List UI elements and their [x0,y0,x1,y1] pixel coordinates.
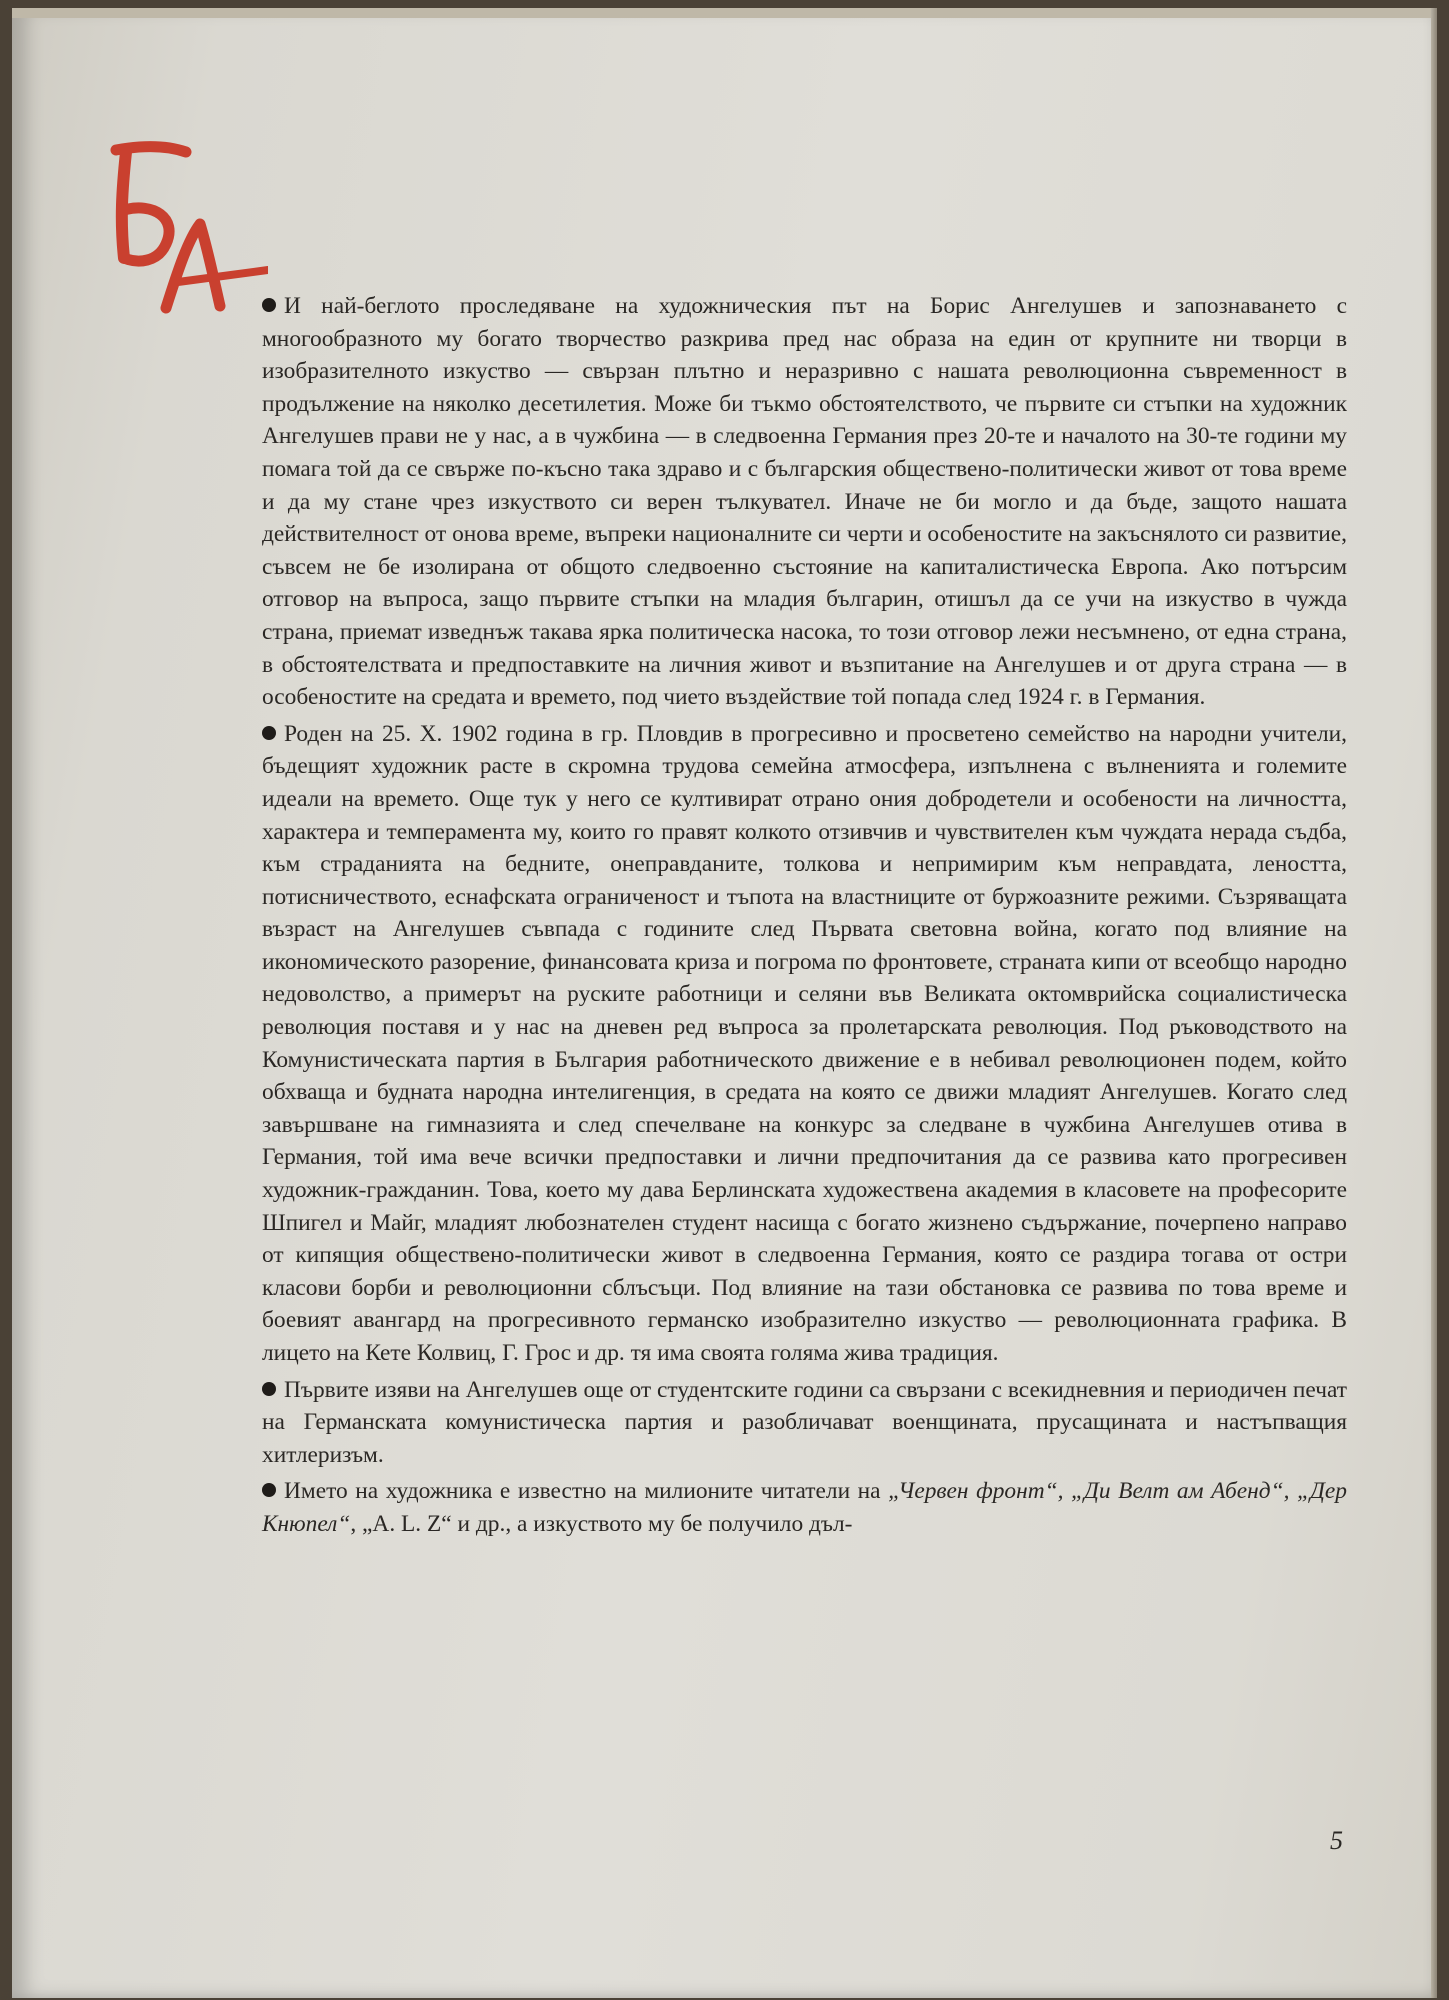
paragraph-1 [262,290,1347,714]
paragraph-text: Името на художника е известно на милионите читатели на [284,1478,889,1505]
book-page [12,8,1437,1998]
page-number: 5 [1330,1826,1343,1855]
paragraph-3 [262,1374,1347,1472]
paragraph-text: И най-беглото проследяване на художническия път на Борис Ангелушев и запознаването с многообразното му богато творчество разкрива пред нас образа на един от крупните ни творци в изобразителното изкуство — свързан плътно и неразривно с нашата революционна съвременност в продължение на няколко десетилетия. Може би тъкмо обстоятелството, че първите си стъпки на художник Ангелушев прави не у нас, а в чужбина — в следвоенна Германия през 20-те и началото на 30-те години му помага той да се свърже по-късно така здраво и с българския обществено-политически живот от това време и да му стане чрез изкуството си верен тълкувател. Иначе не би могло и да бъде, защото нашата действителност от онова време, въпреки националните си черти и особеностите на закъснялото си развитие, съвсем не бе изолирана от общото следвоенно състояние на капиталистическа Европа. Ако потърсим отговор на въпроса, защо първите стъпки на младия българин, отишъл да се учи на изкуство в чужда страна, приемат изведнъж такава ярка политическа насока, то този отговор лежи несъмнено, от една страна, в обстоятелствата и предпоставките на личния живот и възпитание на Ангелушев и от друга страна — в особеностите на средата и времето, под чието въздействие той попада след 1924 г. в Германия. [262,293,1347,711]
ba-monogram-icon [108,140,268,320]
paragraph-text: Първите изяви на Ангелушев още от студентските години са свързани с всекидневния и периодичен печат на Германската комунистическа партия и разобличават военщината, прусащината и настъпващия хитлеризъм. [262,1376,1347,1468]
paragraph-text: , „A. L. Z“ и др., а изкуството му бе получило дъл- [350,1510,853,1537]
bullet-icon [262,1483,276,1497]
newspaper-titles: „Червен фронт“, „Ди Велт ам Абенд“, „Дер Кнюпел“ [262,1478,1348,1537]
page-top-edge [12,8,1437,18]
page-right-edge [1431,8,1437,1998]
bullet-icon [262,298,276,312]
article-body [262,290,1347,1545]
bullet-icon [262,1382,276,1396]
paragraph-2 [262,718,1347,1370]
bullet-icon [262,726,276,740]
paragraph-4 [262,1475,1347,1540]
paragraph-text: Роден на 25. X. 1902 година в гр. Пловдив в прогресивно и просветено семейство на народни учители, бъдещият художник расте в скромна трудова семейна атмосфера, изпълнена с вълненията и големите идеали на времето. Още тук у него се култивират отрано ония добродетели и особености на личността, характера и темперамента му, които го правят колкото отзивчив и чувствителен към чуждата нерада съдба, към страданията на бедните, онеправданите, толкова и непримирим към неправдата, леността, потисничеството, еснафската ограниченост и тъпота на властниците от буржоазните режими. Съзряващата възраст на Ангелушев съвпада с годините след Първата световна война, когато под влияние на икономическото разорение, финансовата криза и погрома по фронтовете, страната кипи от всеобщо народно недоволство, а примерът на руските работници и селяни във Великата октомврийска социалистическа революция поставя и у нас на дневен ред въпроса за пролетарската революция. Под ръководството на Комунистическата партия в България работническото движение е в небивал революционен подем, който обхваща и будната народна интелигенция, в средата на която се движи младият Ангелушев. Когато след завършване на гимназията и след спечелване на конкурс за следване в чужбина Ангелушев отива в Германия, той има вече всички предпоставки и лични предпочитания да се развива като прогресивен художник-гражданин. Това, което му дава Берлинската художествена академия в класовете на професорите Шпигел и Майг, младият любознателен студент насища с богато жизнено съдържание, почерпено направо от кипящия обществено-политически живот в следвоенна Германия, която се раздира тогава от остри класови борби и революционни сблъсъци. Под влияние на тази обстановка се развива по това време и боевият авангард на прогресивното германско изобразително изкуство — революционната графика. В лицето на Кете Колвиц, Г. Грос и др. тя има своята голяма жива традиция. [262,720,1347,1366]
